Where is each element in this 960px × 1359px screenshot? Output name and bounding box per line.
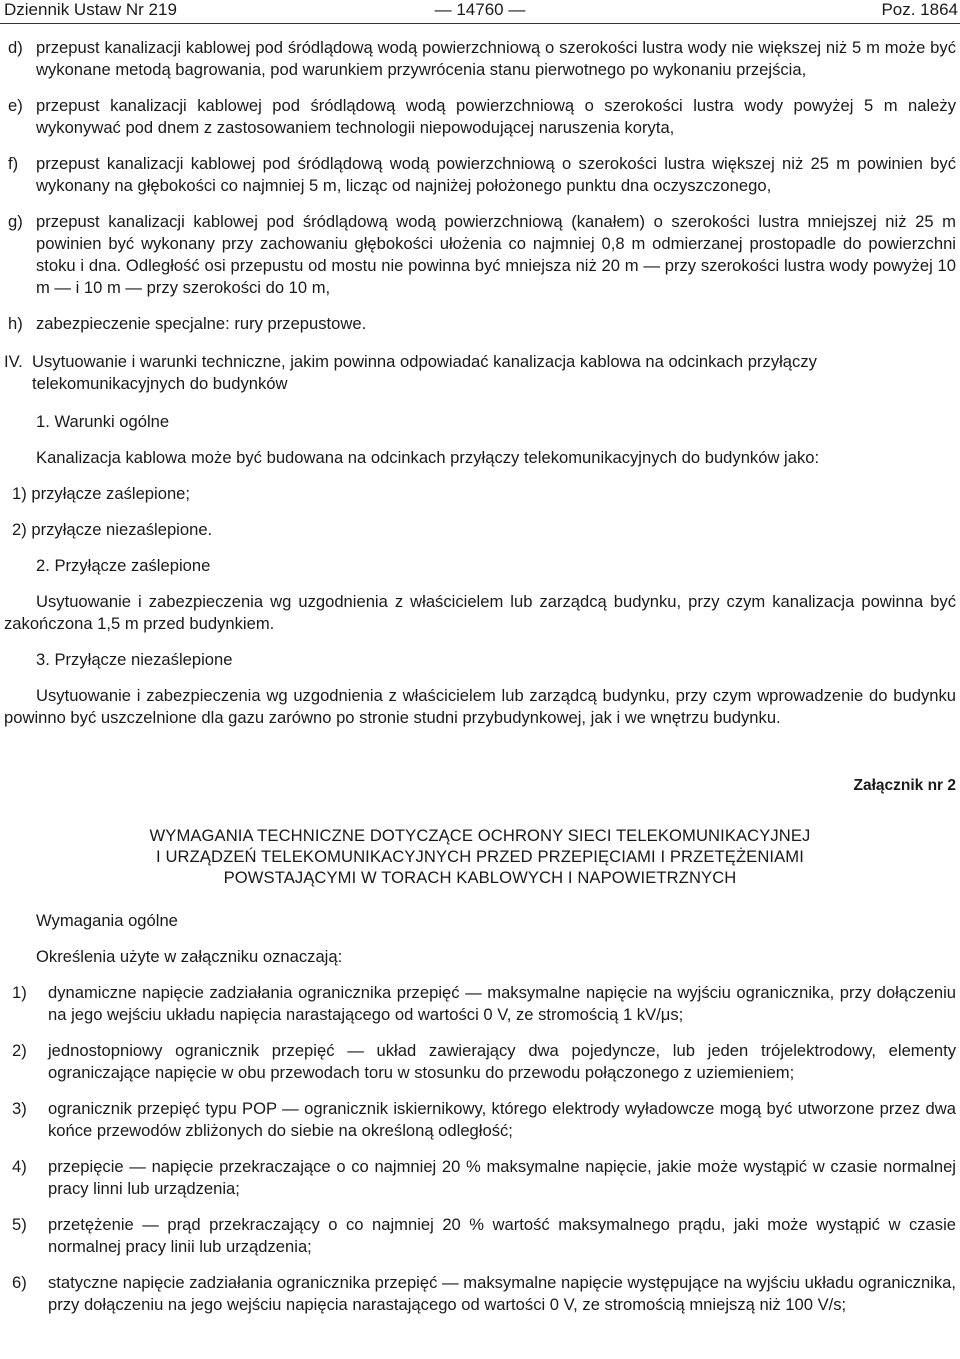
subsection-1-paragraph: Kanalizacja kablowa może być budowana na odcinkach przyłączy telekomunikacyjnych do budynków jako:: [36, 448, 820, 467]
definition-item: [0, 982, 960, 1026]
item-label: 5): [12, 1215, 27, 1234]
item-label: 2): [12, 1041, 27, 1060]
definition-item: [0, 1272, 960, 1316]
item-label: f): [8, 154, 19, 173]
definition-item: [0, 1040, 960, 1084]
subsection-3-paragraph: Usytuowanie i zabezpieczenia wg uzgodnienia z właścicielem lub zarządcą budynku, przy czym wprowadzenie do budynku powinno być uszczelnione dla gazu zarówno po stronie studni przybudynkowej, jak i we wnętrzu budynku.: [4, 686, 956, 727]
definition-item: [0, 1156, 960, 1200]
item-label: h): [8, 314, 23, 333]
item-text: przepust kanalizacji kablowej pod śródlądową wodą powierzchniową (kanałem) o szerokości lustra mniejszej niż 25 m powinien być wykonany przy zachowaniu głębokości ułożenia co najmniej 0,8 m odmierzanej prostopadle do powierzchni stoku i dna. Odległość osi przepustu od mostu nie powinna być mniejsza niż 20 m — przy szerokości lustra wody powyżej 10 m — i 10 m — przy szerokości do 10 m,: [36, 212, 956, 297]
position-number: Poz. 1864: [881, 0, 958, 19]
definition-item: [0, 1098, 960, 1142]
item-text: przepust kanalizacji kablowej pod śródlądową wodą powierzchniową o szerokości lustra wody nie większej niż 5 m może być wykonane metodą bagrowania, pod warunkiem przywrócenia stanu pierwotnego po wykonaniu przejścia,: [36, 38, 956, 79]
list-item-e: [0, 95, 960, 139]
item-text: statyczne napięcie zadziałania ogranicznika przepięć — maksymalne napięcie występujące na wyjściu układu ogranicznika, przy dołączeniu na jego wejściu napięcia narastającego od wartości 0 V, ze stromością mniejszą niż 100 V/s;: [48, 1273, 956, 1314]
section-number: IV.: [4, 352, 23, 371]
item-text: przepust kanalizacji kablowej pod śródlądową wodą powierzchniową o szerokości lustra wody powyżej 5 m należy wykonywać pod dnem z zastosowaniem technologii niepowodującej naruszenia koryta,: [36, 96, 956, 137]
item-text: jednostopniowy ogranicznik przepięć — układ zawierający dwa pojedyncze, lub jeden trójelektrodowy, elementy ograniczające napięcie w obu przewodach toru w stosunku do przewodu połączonego z uziemieniem;: [48, 1041, 956, 1082]
section-iv-heading: [0, 351, 960, 395]
annex-title-line: POWSTAJĄCYMI W TORACH KABLOWYCH I NAPOWIETRZNYCH: [223, 868, 737, 887]
subsection-1-title: 1. Warunki ogólne: [36, 412, 170, 431]
annex-title-line: I URZĄDZEŃ TELEKOMUNIKACYJNYCH PRZED PRZEPIĘCIAMI I PRZETĘŻENIAMI: [156, 847, 804, 866]
list-item: 1) przyłącze zaślepione;: [12, 484, 191, 503]
section-title: Usytuowanie i warunki techniczne, jakim powinna odpowiadać kanalizacja kablowa na odcinkach przyłączy telekomunikacyjnych do budynków: [32, 352, 817, 393]
list-item: 2) przyłącze niezaślepione.: [12, 520, 213, 539]
item-text: dynamiczne napięcie zadziałania ogranicznika przepięć — maksymalne napięcie na wyjściu ogranicznika, przy dołączeniu na jego wejściu układu napięcia narastającego od wartości 0 V, ze stromością 1 kV/μs;: [48, 983, 956, 1024]
list-item-f: [0, 153, 960, 197]
definitions-intro: Określenia użyte w załączniku oznaczają:: [36, 947, 343, 966]
page-number: — 14760 —: [434, 0, 526, 19]
journal-title: Dziennik Ustaw Nr 219: [4, 0, 177, 19]
item-label: 3): [12, 1099, 27, 1118]
item-text: przepięcie — napięcie przekraczające o co najmniej 20 % maksymalne napięcie, jakie może wystąpić w czasie normalnej pracy linni lub urządzenia;: [48, 1157, 956, 1198]
header-rule: [0, 23, 960, 24]
item-label: e): [8, 96, 23, 115]
list-item-h: [0, 313, 960, 335]
item-label: 4): [12, 1157, 27, 1176]
annex-title-line: WYMAGANIA TECHNICZNE DOTYCZĄCE OCHRONY SIECI TELEKOMUNIKACYJNEJ: [149, 826, 811, 845]
item-label: g): [8, 212, 23, 231]
item-label: d): [8, 38, 23, 57]
definition-item: [0, 1214, 960, 1258]
annex-title: [0, 825, 960, 888]
item-text: zabezpieczenie specjalne: rury przepustowe.: [36, 314, 367, 333]
annex-label: Załącznik nr 2: [853, 777, 956, 794]
subsection-3-title: 3. Przyłącze niezaślepione: [36, 650, 233, 669]
item-label: 1): [12, 983, 27, 1002]
item-label: 6): [12, 1273, 27, 1292]
general-requirements-heading: Wymagania ogólne: [36, 911, 178, 930]
item-text: przetężenie — prąd przekraczający o co najmniej 20 % wartość maksymalnego prądu, jaki może wystąpić w czasie normalnej pracy linii lub urządzenia;: [48, 1215, 956, 1256]
item-text: ogranicznik przepięć typu POP — ogranicznik iskiernikowy, którego elektrody wyładowcze mogą być utworzone przez dwa końce przewodów zbliżonych do siebie na określoną odległość;: [48, 1099, 956, 1140]
page-content: [0, 37, 960, 1330]
item-text: przepust kanalizacji kablowej pod śródlądową wodą powierzchniową o szerokości lustra większej niż 25 m powinien być wykonany na głębokości co najmniej 5 m, licząc od najniżej położonego punktu dna oczyszczonego,: [36, 154, 956, 195]
list-item-g: [0, 211, 960, 299]
subsection-2-title: 2. Przyłącze zaślepione: [36, 556, 211, 575]
list-item-d: [0, 37, 960, 81]
page-header: [0, 0, 960, 21]
subsection-2-paragraph: Usytuowanie i zabezpieczenia wg uzgodnienia z właścicielem lub zarządcą budynku, przy czym kanalizacja powinna być zakończona 1,5 m przed budynkiem.: [4, 592, 956, 633]
